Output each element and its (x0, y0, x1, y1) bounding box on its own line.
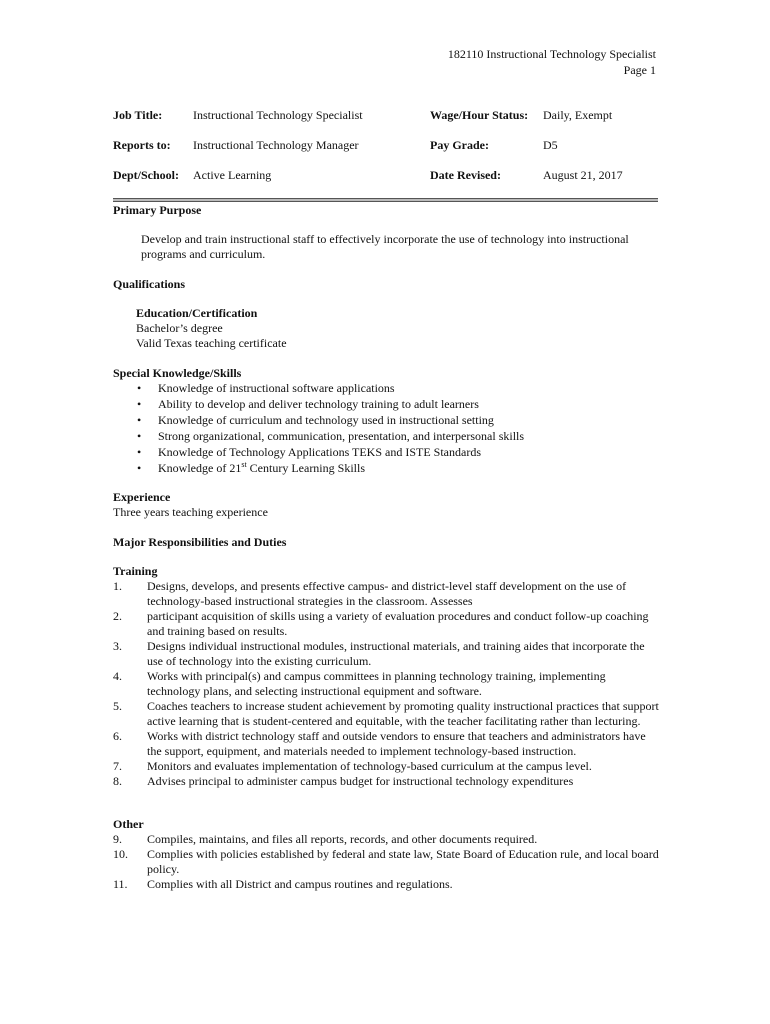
experience-text: Three years teaching experience (113, 505, 268, 519)
list-item (113, 877, 659, 892)
item-number: 8. (113, 774, 122, 788)
other-heading: Other (113, 817, 144, 831)
list-item (113, 639, 659, 669)
qualifications-heading: Qualifications (113, 277, 186, 291)
list-item (113, 774, 659, 789)
list-item (113, 759, 659, 774)
skill-text: Century Learning Skills (246, 461, 365, 475)
list-item: • Strong organizational, communication, presentation, and interpersonal skills (113, 428, 658, 444)
list-item (113, 669, 659, 699)
reports-to-label: Reports to: (113, 138, 171, 152)
skills-heading: Special Knowledge/Skills (113, 366, 242, 380)
wage-status-label: Wage/Hour Status: (430, 108, 529, 122)
item-text: Works with principal(s) and campus committees in planning technology training, implementing technology plans, and selecting instructional equipment and software. (147, 669, 606, 698)
item-number: 3. (113, 639, 122, 653)
training-list (113, 579, 659, 789)
item-number: 2. (113, 609, 122, 623)
list-item (113, 729, 659, 759)
experience-heading: Experience (113, 490, 171, 504)
job-title-value: Instructional Technology Specialist (193, 108, 363, 122)
list-item (113, 609, 659, 639)
list-item: • Knowledge of Technology Applications TEKS and ISTE Standards (113, 444, 658, 460)
list-item (113, 847, 659, 877)
item-text: Complies with all District and campus routines and regulations. (147, 877, 453, 891)
item-number: 7. (113, 759, 122, 773)
job-title-label: Job Title: (113, 108, 163, 122)
item-text: Designs, develops, and presents effective campus- and district-level staff development on the use of technology-based instructional strategies in the classroom. Assesses (147, 579, 627, 608)
date-revised-label: Date Revised: (430, 168, 501, 182)
item-text: Advises principal to administer campus budget for instructional technology expenditures (147, 774, 574, 788)
list-item (113, 832, 659, 847)
pay-grade-label: Pay Grade: (430, 138, 489, 152)
item-number: 10. (113, 847, 128, 861)
education-section (136, 306, 681, 351)
list-item: • Knowledge of curriculum and technology used in instructional setting (113, 412, 658, 428)
list-item: • Ability to develop and deliver technology training to adult learners (113, 396, 658, 412)
item-number: 11. (113, 877, 128, 891)
list-item (113, 699, 659, 729)
item-text: Compiles, maintains, and files all reports, records, and other documents required. (147, 832, 538, 846)
item-number: 5. (113, 699, 122, 713)
item-text: Designs individual instructional modules, instructional materials, and training aides that incorporate the use of technology into the existing curriculum. (147, 639, 645, 668)
list-item (113, 579, 659, 609)
skills-list (113, 380, 658, 476)
doc-title: 182110 Instructional Technology Specialist (447, 47, 656, 61)
item-number: 6. (113, 729, 122, 743)
item-text: Complies with policies established by federal and state law, State Board of Education rule, and local board policy. (147, 847, 659, 876)
skill-superscript: st (241, 460, 247, 469)
pay-grade-value: D5 (543, 138, 558, 152)
list-item: • Knowledge of instructional software applications (113, 380, 658, 396)
dept-school-value: Active Learning (193, 168, 272, 182)
item-text: Works with district technology staff and outside vendors to ensure that teachers and administrators have the support, equipment, and materials needed to implement technology-based instruction. (147, 729, 646, 758)
dept-school-label: Dept/School: (113, 168, 179, 182)
education-line: Valid Texas teaching certificate (136, 336, 287, 350)
reports-to-value: Instructional Technology Manager (193, 138, 359, 152)
page-number: Page 1 (623, 63, 656, 77)
item-text: participant acquisition of skills using a variety of evaluation procedures and conduct follow-up coaching and training based on results. (147, 609, 649, 638)
item-number: 9. (113, 832, 122, 846)
skill-text: Knowledge of 21 (158, 461, 242, 475)
primary-purpose-text: Develop and train instructional staff to effectively incorporate the use of technology into instructional programs and curriculum. (141, 232, 629, 261)
item-text: Coaches teachers to increase student achievement by promoting quality instructional practices that support active learning that is student-centered and equitable, with the teacher facilitating rather than lecturing. (147, 699, 659, 728)
list-item (113, 460, 658, 476)
header-divider (113, 198, 658, 202)
item-number: 1. (113, 579, 122, 593)
primary-purpose-heading: Primary Purpose (113, 203, 202, 217)
item-text: Monitors and evaluates implementation of technology-based curriculum at the campus level. (147, 759, 592, 773)
date-revised-value: August 21, 2017 (543, 168, 623, 182)
wage-status-value: Daily, Exempt (543, 108, 613, 122)
education-line: Bachelor’s degree (136, 321, 223, 335)
education-heading: Education/Certification (136, 306, 258, 320)
training-heading: Training (113, 564, 158, 578)
page-header (448, 46, 656, 78)
item-number: 4. (113, 669, 122, 683)
other-list (113, 832, 659, 892)
duties-heading: Major Responsibilities and Duties (113, 535, 287, 549)
experience-section (113, 490, 658, 520)
